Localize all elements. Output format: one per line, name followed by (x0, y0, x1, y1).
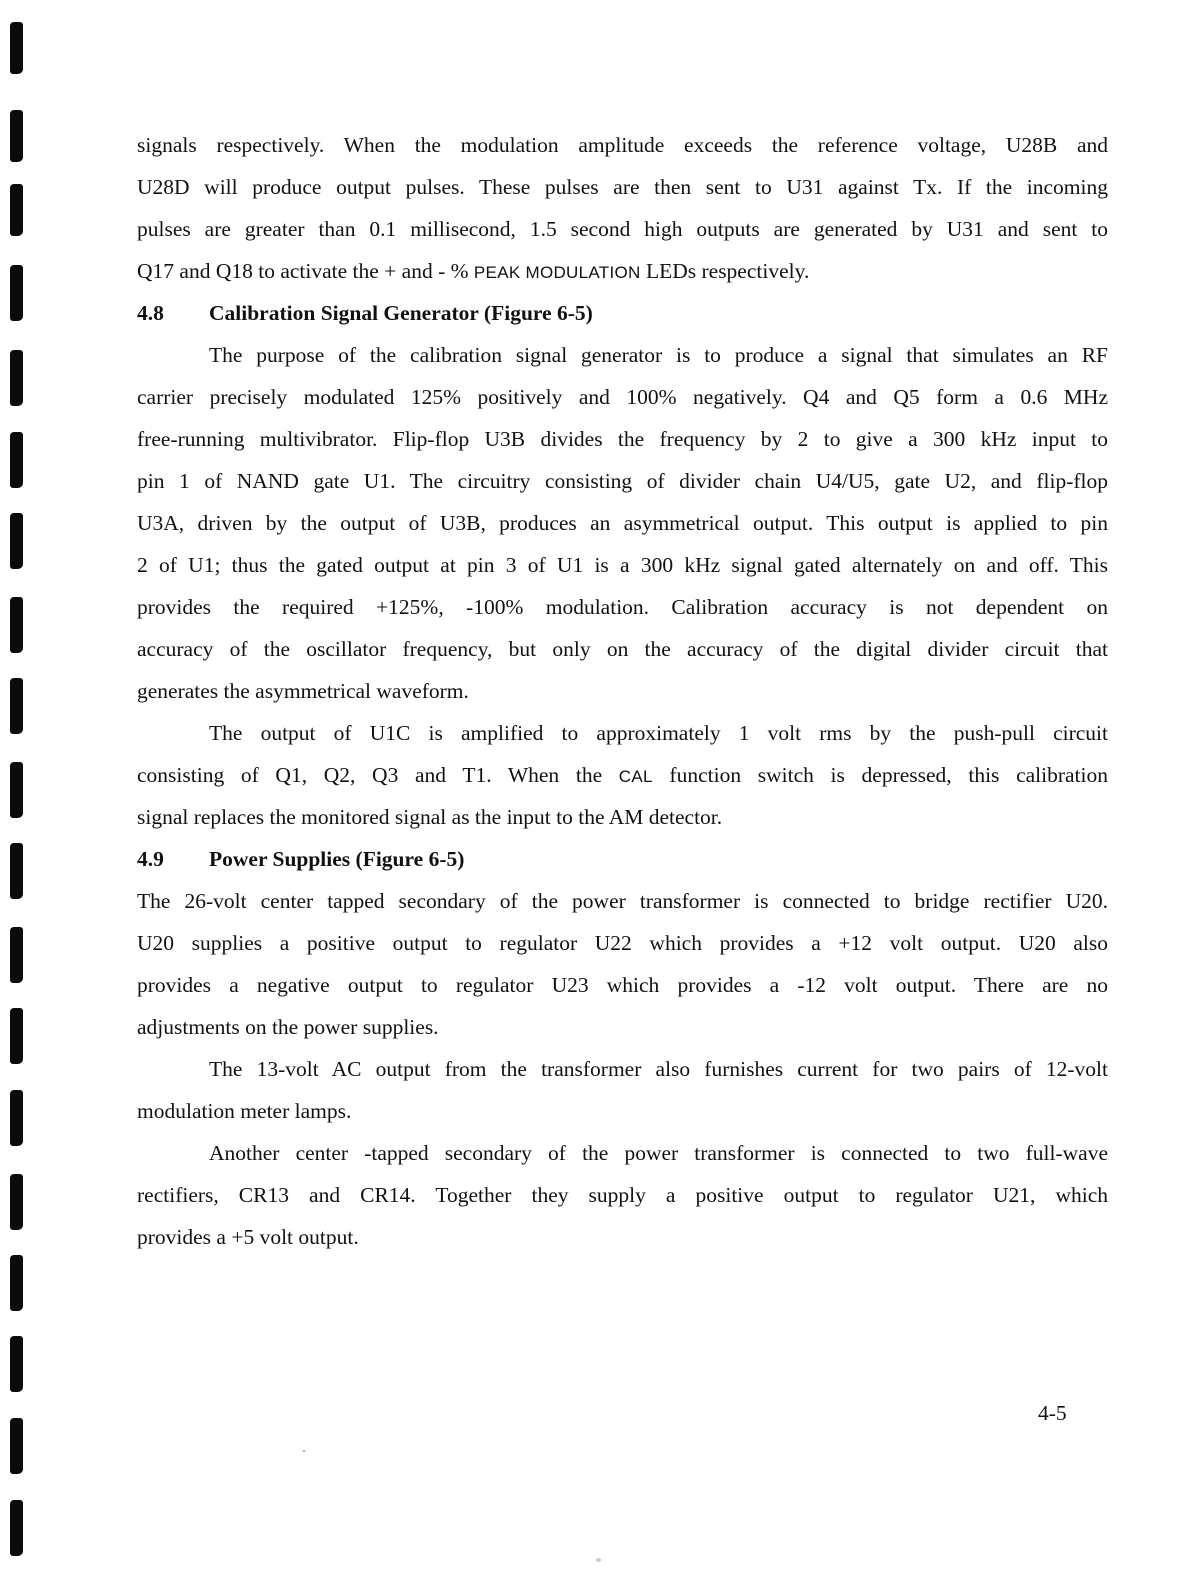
section-heading-4-8 (137, 292, 1108, 334)
binding-hole (10, 1336, 23, 1392)
binding-hole (10, 1008, 23, 1064)
binding-hole (10, 513, 23, 569)
binding-hole (10, 22, 23, 74)
section-number: 4.8 (137, 301, 164, 325)
binding-hole (10, 350, 23, 406)
scan-speck (596, 1558, 601, 1562)
binding-hole (10, 1255, 23, 1311)
paragraph-line: pin 1 of NAND gate U1. The circuitry consisting of divider chain U4/U5, gate U2, and flip-flop (137, 469, 1108, 493)
paragraph-line: signals respectively. When the modulation amplitude exceeds the reference voltage, U28B and (137, 133, 1108, 157)
binding-hole (10, 110, 23, 162)
section-heading-4-9 (137, 838, 1108, 880)
paragraph-line: provides a negative output to regulator U23 which provides a -12 volt output. There are no (137, 973, 1108, 997)
paragraph-line: The output of U1C is amplified to approximately 1 volt rms by the push-pull circuit (209, 721, 1108, 745)
paragraph-line: signal replaces the monitored signal as the input to the AM detector. (137, 805, 723, 829)
paragraph-line: modulation meter lamps. (137, 1099, 352, 1123)
page-number: 4-5 (1038, 1401, 1067, 1425)
text-run: LEDs respectively. (640, 259, 810, 283)
binding-hole (10, 1418, 23, 1474)
text-run: function switch is depressed, this calibration (652, 763, 1109, 787)
binding-hole (10, 843, 23, 899)
paragraph-line: 2 of U1; thus the gated output at pin 3 of U1 is a 300 kHz signal gated alternately on and off. This (137, 553, 1108, 577)
paragraph-line: The 26-volt center tapped secondary of the power transformer is connected to bridge rectifier U20. (137, 889, 1108, 913)
binding-hole (10, 432, 23, 488)
paragraph-line: pulses are greater than 0.1 millisecond, 1.5 second high outputs are generated by U31 and sent to (137, 217, 1108, 241)
paragraph-line: provides a +5 volt output. (137, 1225, 359, 1249)
paragraph-line: U3A, driven by the output of U3B, produces an asymmetrical output. This output is applied to pin (137, 511, 1108, 535)
binding-hole (10, 1090, 23, 1146)
binding-holes (0, 0, 40, 1578)
section-number: 4.9 (137, 847, 164, 871)
binding-hole (10, 1500, 23, 1556)
paragraph-line: generates the asymmetrical waveform. (137, 679, 469, 703)
panel-label-cal: CAL (618, 767, 653, 786)
paragraph-line: rectifiers, CR13 and CR14. Together they supply a positive output to regulator U21, which (137, 1183, 1108, 1207)
binding-hole (10, 1174, 23, 1230)
binding-hole (10, 927, 23, 983)
paragraph-line (137, 754, 1108, 796)
binding-hole (10, 597, 23, 653)
paragraph-line (137, 250, 1108, 292)
text-run: Q17 and Q18 to activate the + and - % (137, 259, 474, 283)
paragraph-line: Another center -tapped secondary of the power transformer is connected to two full-wave (209, 1141, 1108, 1165)
paragraph-line: adjustments on the power supplies. (137, 1015, 439, 1039)
section-title: Calibration Signal Generator (Figure 6-5) (209, 301, 593, 325)
binding-hole (10, 762, 23, 818)
text-run: consisting of Q1, Q2, Q3 and T1. When the (137, 763, 619, 787)
paragraph-line: U20 supplies a positive output to regulator U22 which provides a +12 volt output. U20 also (137, 931, 1108, 955)
paragraph-line: U28D will produce output pulses. These pulses are then sent to U31 against Tx. If the incoming (137, 175, 1108, 199)
section-title: Power Supplies (Figure 6-5) (209, 847, 465, 871)
paragraph-line: provides the required +125%, -100% modulation. Calibration accuracy is not dependent on (137, 595, 1108, 619)
scan-speck (303, 1450, 305, 1452)
paragraph-line: carrier precisely modulated 125% positively and 100% negatively. Q4 and Q5 form a 0.6 MHz (137, 385, 1108, 409)
paragraph-line: accuracy of the oscillator frequency, but only on the accuracy of the digital divider circuit that (137, 637, 1108, 661)
binding-hole (10, 184, 23, 236)
binding-hole (10, 678, 23, 734)
paragraph-line: The 13-volt AC output from the transformer also furnishes current for two pairs of 12-volt (209, 1057, 1108, 1081)
paragraph-line: The purpose of the calibration signal generator is to produce a signal that simulates an RF (209, 343, 1108, 367)
panel-label-peak-modulation: PEAK MODULATION (473, 263, 641, 282)
binding-hole (10, 265, 23, 321)
paragraph-line: free-running multivibrator. Flip-flop U3B divides the frequency by 2 to give a 300 kHz input to (137, 427, 1108, 451)
